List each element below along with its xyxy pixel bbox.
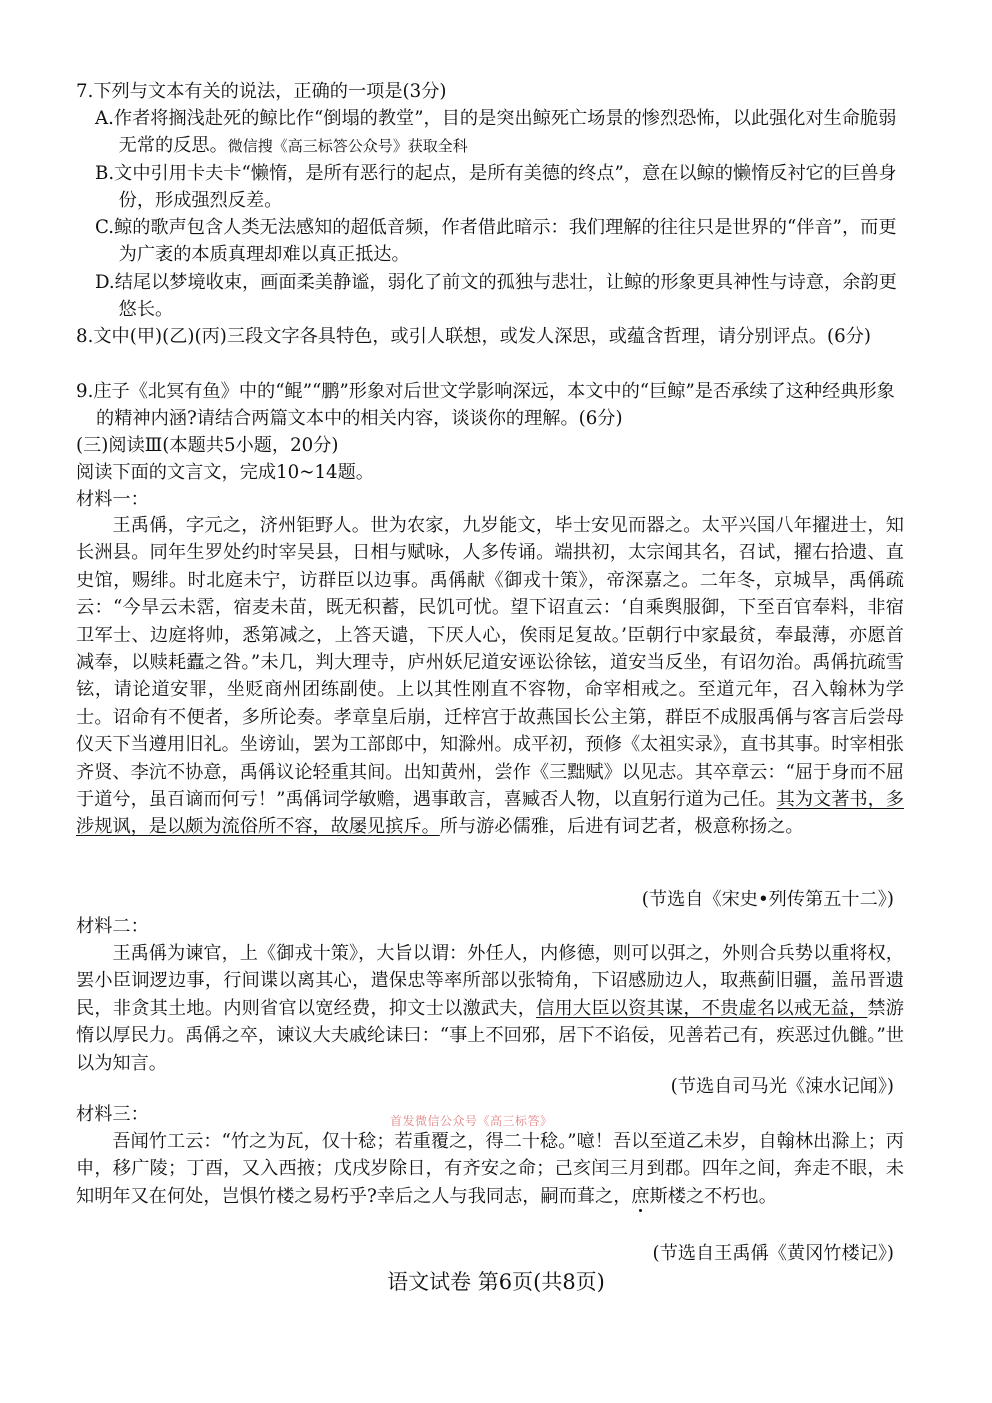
page-footer: 语文试卷 第6页(共8页) [387, 1270, 605, 1294]
question-7-option-b: B.文中引用卡夫卡“懒惰，是所有恶行的起点，是所有美德的终点”，意在以鲸的懒惰反衬它的巨兽身份，形成强烈反差。 [95, 163, 897, 212]
material-3-body: 吾闻竹工云：“竹之为瓦，仅十稔；若重覆之，得二十稔。”噫！吾以至道乙未岁，自翰林出滁上；丙申，移广陵；丁酉，又入西掖；戊戌岁除日，有齐安之命；己亥闰三月到郡。四年之间，奔走不眼，未知明年又在何处，岂惧竹楼之易朽乎?幸后之人与我同志，嗣而葺之， [76, 1131, 904, 1207]
material-1-text [76, 512, 904, 841]
section-3-heading: (三)阅读Ⅲ(本题共5小题，20分) [76, 435, 339, 456]
material-1-label: 材料一： [76, 489, 149, 510]
dotted-character: 庶 [631, 1185, 650, 1207]
material-3-source: (节选自王禹偁《黄冈竹楼记》) [652, 1243, 894, 1264]
question-7-stem: 7.下列与文本有关的说法，正确的一项是(3分) [76, 81, 447, 102]
material-2-label: 材料二： [76, 916, 149, 937]
material-2-body: 王禹偁为谏官，上《御戎十策》，大旨以谓：外任人，内修德，则可以弭之，外则合兵势以重将权，罢小臣诇逻边事，行间谍以离其心，遣保忠等率所部以张犄角，下诏感励边人，取燕蓟旧疆，盖吊晋遗民，非贪其土地。内则省官以宽经费，抑文士以激武夫， [76, 943, 904, 1019]
section-3-instruction: 阅读下面的文言文，完成10~14题。 [76, 462, 374, 483]
option-a-text: A.作者将搁浅赴死的鲸比作“倒塌的教堂”，目的是突出鲸死亡场景的惨烈恐怖，以此强化对生命脆弱无常的反思。 [95, 108, 897, 157]
question-9: 9.庄子《北冥有鱼》中的“鲲”“鹏”形象对后世文学影响深远，本文中的“巨鲸”是否承续了这种经典形象的精神内涵?请结合两篇文本中的相关内容，谈谈你的理解。(6分) [76, 381, 895, 430]
question-7-option-d: D.结尾以梦境收束，画面柔美静谧，弱化了前文的孤独与悲壮，让鲸的形象更具神性与诗意，余韵更悠长。 [95, 272, 897, 321]
watermark-text: 首发微信公众号《高三标答》 [390, 1114, 553, 1128]
material-1-underlined-sentence: 其为文著书，多涉规讽，是以颇为流俗所不容，故屡见摈斥。 [76, 789, 904, 838]
material-1-ending: 所与游必儒雅，后进有词艺者，极意称扬之。 [439, 816, 804, 838]
question-7-option-a [95, 105, 905, 161]
material-3-label: 材料三： [76, 1104, 149, 1125]
material-3-ending: 斯楼之不朽也。 [649, 1185, 777, 1207]
material-2-ending: 禁游惰以厚民力。禹偁之卒，谏议大夫戚纶诔曰：“事上不回邪，居下不谄佞，见善若己有，疾恶过仇雠。”世以为知言。 [76, 997, 904, 1074]
material-1-body: 王禹偁，字元之，济州钜野人。世为农家，九岁能文，毕士安见而器之。太平兴国八年擢进士，知长洲县。同年生罗处约时宰吴县，日相与赋咏，人多传诵。端拱初，太宗闻其名，召试，擢右拾遗、直史馆，赐绯。时北庭未宁，访群臣以边事。禹偁献《御戎十策》，帝深嘉之。二年冬，京城旱，禹偁疏云：“今旱云未霑，宿麦未苗，既无积蓄，民饥可忧。望下诏直云：‘自乘舆服御，下至百官奉料，非宿卫军士、边庭将帅，悉第减之，上答天谴，下厌人心，俟雨足复故。’臣朝行中家最贫，奉最薄，亦愿首减奉，以赎耗蠹之咎。”未几，判大理寺，庐州妖尼道安诬讼徐铉，道安当反坐，有诏勿治。禹偁抗疏雪铉，请论道安罪，坐贬商州团练副使。上以其性刚直不容物，命宰相戒之。至道元年，召入翰林为学士。诏命有不便者，多所论奏。孝章皇后崩，迁梓宫于故燕国长公主第，群臣不成服禹偁与客言后尝母仪天下当遵用旧礼。坐谤讪，罢为工部郎中，知滁州。成平初，预修《太祖实录》，直书其事。时宰相张齐贤、李沆不协意，禹偁议论轻重其间。出知黄州，尝作《三黜赋》以见志。其卒章云：“屈于身而不屈于道兮，虽百谪而何亏！”禹偁词学敏赡，遇事敢言，喜臧否人物，以直躬行道为己任。 [76, 515, 904, 811]
material-3-text [76, 1128, 904, 1210]
material-2-text [76, 940, 904, 1077]
material-2-source: (节选自司马光《涑水记闻》) [670, 1076, 894, 1097]
question-8: 8.文中(甲)(乙)(丙)三段文字各具特色，或引人联想，或发人深思，或蕴含哲理，请分别评点。(6分) [76, 326, 872, 347]
question-7-option-c: C.鲸的歌声包含人类无法感知的超低音频，作者借此暗示：我们理解的往往只是世界的“伴音”，而更为广袤的本质真理却难以真正抵达。 [95, 217, 897, 266]
material-1-source: (节选自《宋史•列传第五十二》) [641, 889, 894, 910]
promo-note: 微信搜《高三标答公众号》获取全科 [227, 137, 468, 156]
material-2-underlined-sentence: 信用大臣以资其谋，不贵虚名以戒无益， [536, 997, 868, 1019]
